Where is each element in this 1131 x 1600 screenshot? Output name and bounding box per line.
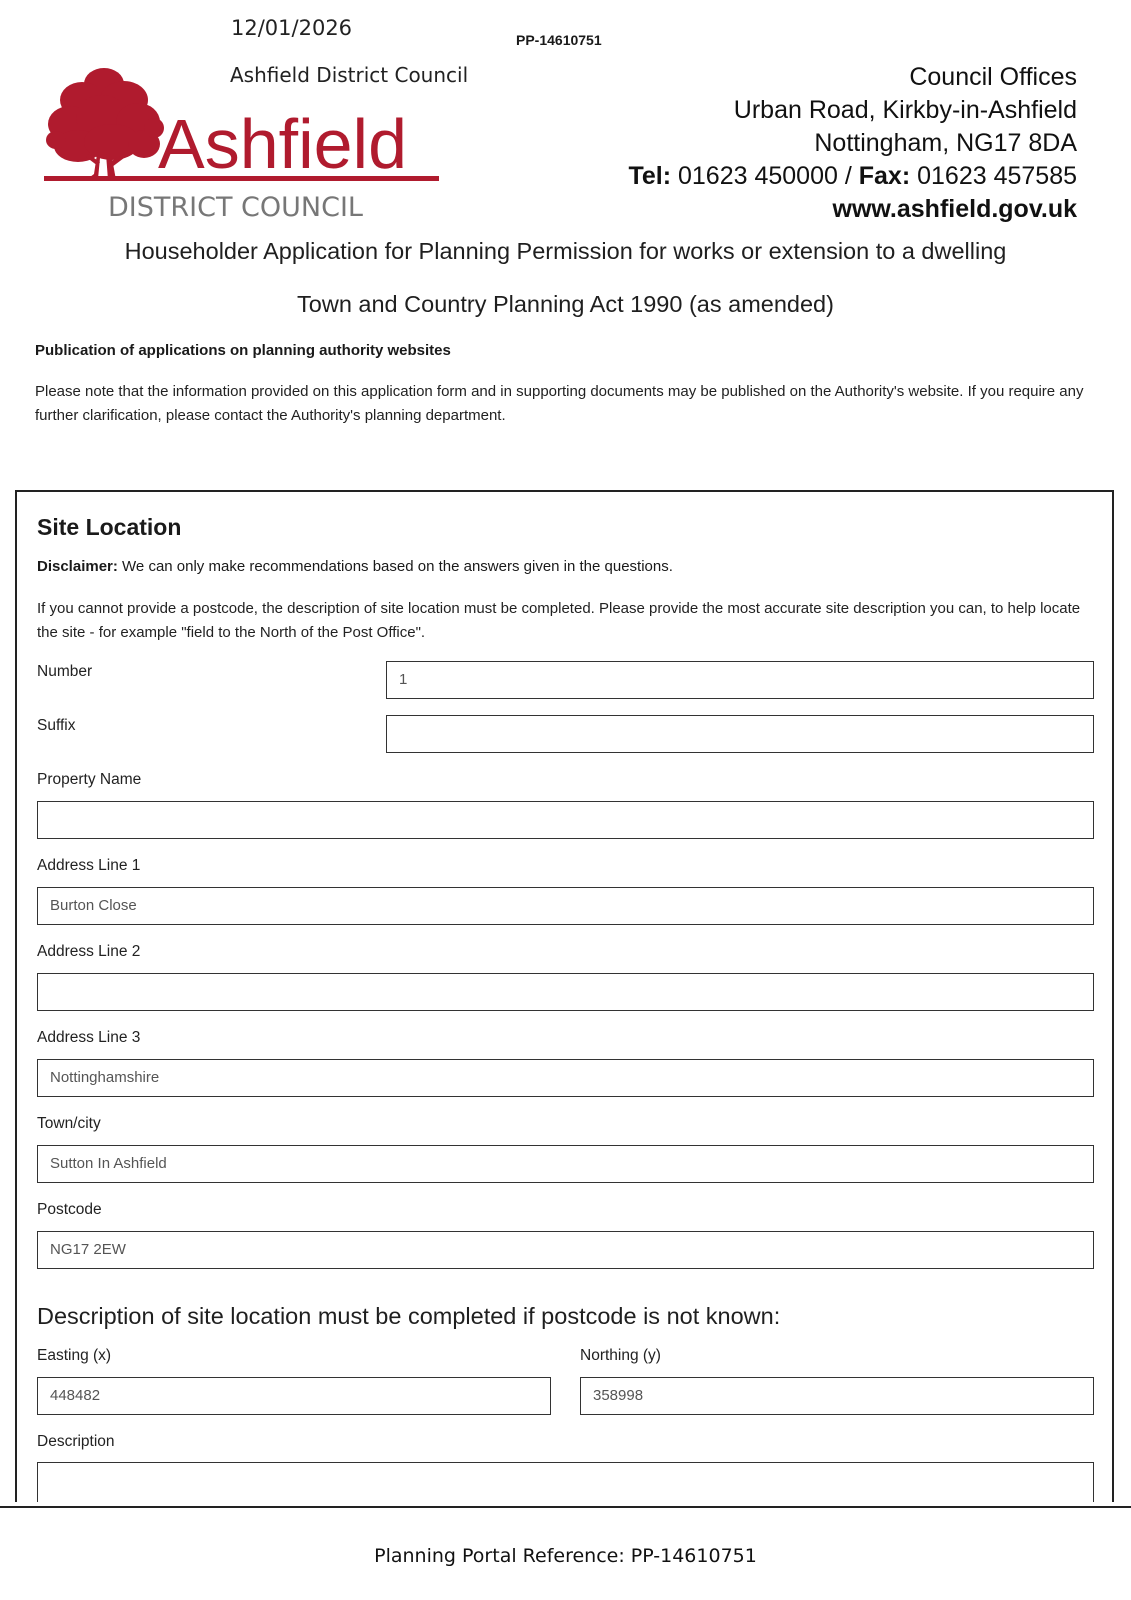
suffix-label: Suffix: [37, 717, 76, 734]
northing-label: Northing (y): [580, 1347, 661, 1364]
fax-label: Fax:: [858, 162, 911, 190]
publication-text: Please note that the information provided on this application form and in supporting documents may be published on the Authority's website. If you require any further clarification, please contact the Authority's planning department.: [35, 383, 1084, 424]
number-label: Number: [37, 663, 93, 680]
address-line-2-input[interactable]: [37, 973, 1094, 1011]
disclaimer-label: Disclaimer:: [37, 558, 118, 575]
disclaimer-text: We can only make recommendations based on the answers given in the questions.: [117, 558, 673, 575]
description-input[interactable]: [37, 1462, 1094, 1502]
footer-reference: Planning Portal Reference: PP-14610751: [374, 1545, 757, 1567]
address-line-3-label: Address Line 3: [37, 1029, 141, 1046]
document-date: 12/01/2026: [231, 16, 353, 40]
description-heading: Description of site location must be completed if postcode is not known:: [37, 1303, 781, 1329]
property-name-label: Property Name: [37, 771, 142, 788]
town-city-input[interactable]: Sutton In Ashfield: [37, 1145, 1094, 1183]
easting-label: Easting (x): [37, 1347, 112, 1364]
council-logo: [42, 62, 447, 227]
publication-heading: Publication of applications on planning authority websites: [35, 342, 451, 359]
act-title: Town and Country Planning Act 1990 (as amended): [297, 291, 834, 317]
address-line-1-input[interactable]: Burton Close: [37, 887, 1094, 925]
postcode-input[interactable]: NG17 2EW: [37, 1231, 1094, 1269]
fax-value: 01623 457585: [917, 162, 1077, 190]
suffix-input[interactable]: [386, 715, 1094, 753]
number-input[interactable]: 1: [386, 661, 1094, 699]
disclaimer: [37, 558, 673, 575]
logo-subtitle: DISTRICT COUNCIL: [108, 192, 363, 223]
property-name-input[interactable]: [37, 801, 1094, 839]
address-line: Urban Road, Kirkby-in-Ashfield: [733, 96, 1077, 124]
top-reference: PP-14610751: [516, 32, 602, 48]
form-title: Householder Application for Planning Permission for works or extension to a dwelling: [124, 238, 1007, 264]
northing-input[interactable]: 358998: [580, 1377, 1094, 1415]
section-title: Site Location: [37, 514, 182, 540]
address-line-1-label: Address Line 1: [37, 857, 141, 874]
postcode-label: Postcode: [37, 1201, 102, 1218]
logo-wordmark: Ashfield: [158, 105, 408, 183]
address-line-3-input[interactable]: Nottinghamshire: [37, 1059, 1094, 1097]
easting-input[interactable]: 448482: [37, 1377, 551, 1415]
contact-separator: /: [844, 162, 852, 190]
town-city-label: Town/city: [37, 1115, 101, 1132]
council-name: Ashfield District Council: [230, 63, 469, 87]
website-link[interactable]: www.ashfield.gov.uk: [832, 195, 1077, 223]
tel-value: 01623 450000: [678, 162, 838, 190]
help-text: If you cannot provide a postcode, the description of site location must be completed. Please provide the most accurate site description you can, to help locate the site - for example "field to the North of the Post Office".: [37, 600, 1081, 641]
description-label: Description: [37, 1433, 115, 1450]
contact-numbers: [628, 160, 1077, 193]
address-line: Council Offices: [909, 63, 1077, 91]
tel-label: Tel:: [628, 162, 672, 190]
address-line: Nottingham, NG17 8DA: [814, 129, 1077, 157]
footer-divider: [0, 1506, 1131, 1508]
tree-icon: [42, 62, 447, 227]
address-line-2-label: Address Line 2: [37, 943, 141, 960]
